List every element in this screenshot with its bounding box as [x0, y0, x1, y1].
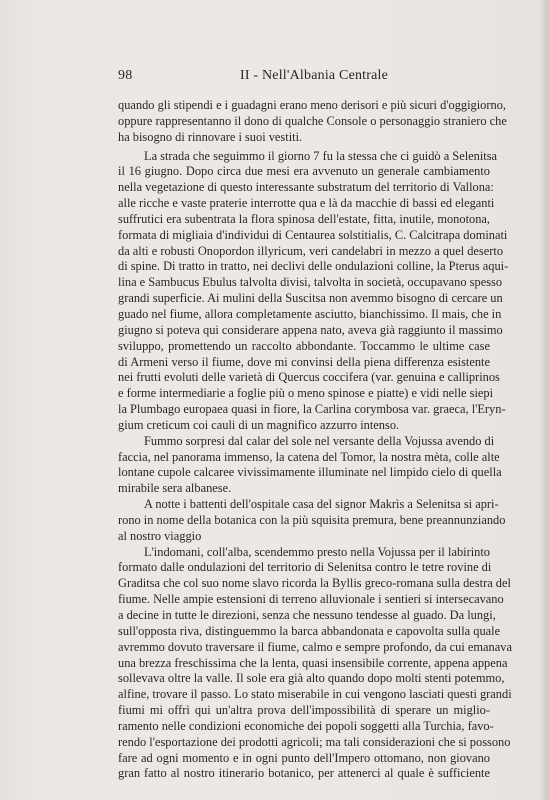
text-line: lontane cupole calcaree vivissimamente illuminate nel limpido cielo di quella [118, 465, 502, 480]
text-line: faccia, nel panorama immenso, la catena del Tomor, la nostra mèta, colle alte [118, 449, 500, 464]
text-line: rendo l'esportazione dei prodotti agricoli; ma tali considerazioni che si possono [118, 734, 511, 749]
text-line: alfine, trovare il passo. Lo stato miserabile in cui vengono lasciati questi grandi [118, 687, 512, 702]
text-line: fiumi mi offrì qui un'altra prova dell'impossibilità di sperare un miglio- [118, 703, 490, 718]
text-line: al nostro viaggio [118, 528, 202, 543]
text-line: sull'opposta riva, distinguemmo la barca abbandonata e capovolta sulla quale [118, 623, 501, 638]
text-line: Graditsa che col suo nome slavo ricorda la Byllis greco-romana sulla destra del [118, 576, 511, 591]
text-line: gran fatto al nostro itinerario botanico, per attenerci al quale è sufficiente [118, 766, 490, 781]
text-line: grandi superficie. Ai mulini della Suscitsa non avemmo bisogno di cercare un [118, 291, 503, 306]
text-line: di spine. Di tratto in tratto, nei declivi delle ondulazioni colline, la Pterus aqui- [118, 259, 509, 274]
page-header [118, 68, 490, 86]
text-line: e forme intermediarie a foglie più o meno spinose e piatte) e vidi nelle siepi [118, 386, 494, 401]
text-line: fare ad ogni momento e in ogni punto dell'Impero ottomano, non giovano [118, 750, 490, 765]
text-line: il 16 giugno. Dopo circa due mesi era avvenuto un generale cambiamento [118, 164, 490, 179]
text-line: mirabile sera albanese. [118, 481, 232, 496]
text-line: alle ricche e vaste praterie interrotte qua e là da macchie di bassi ed eleganti [118, 196, 495, 211]
running-head: II - Nell'Albania Centrale [240, 68, 389, 83]
text-line: formato dalle ondulazioni del territorio di Selenitsa contro le tetre rovine di [118, 560, 492, 575]
text-line: La strada che seguimmo il giorno 7 fu la stessa che ci guidò a Selenitsa [144, 148, 498, 163]
text-line: ramento nelle condizioni economiche dei popoli soggetti alla Turchia, favo- [118, 718, 494, 733]
text-line: di Armeni verso il fiume, dove mi convinsi della piena differenza esistente [118, 354, 490, 369]
text-line: la Plumbago europaea quasi in fiore, la Carlina corymbosa var. graeca, l'Eryn- [118, 402, 506, 417]
text-line: A notte i battenti dell'ospitale casa del signor Makrìs a Selenitsa si apri- [144, 497, 499, 512]
text-line: formata di migliaia d'individui di Centaurea solstitialis, C. Calcitrapa dominati [118, 227, 508, 242]
text-line: a decine in tutte le direzioni, senza che nessuno tendesse al guado. Da lungi, [118, 608, 496, 622]
text-line: gium creticum coi cauli di un magnifico azzurro intenso. [118, 417, 400, 432]
text-line: avremmo dovuto traversare il fiume, calmo e sempre profondo, da cui emanava [118, 639, 512, 654]
text-line: L'indomani, coll'alba, scendemmo presto nella Vojussa per il labirinto [144, 544, 490, 559]
text-line: suffrutici era subentrata la flora spinosa dell'estate, fitta, inutile, monotona, [118, 211, 490, 226]
page-number: 98 [118, 68, 133, 83]
text-line: rono in nome della botanica con la più squisita premura, bene preannunziando [118, 512, 506, 527]
text-line: sviluppo, promettendo un raccolto abbondante. Toccammo le ultime case [118, 338, 490, 353]
text-line: da alti e robusti Onopordon illyricum, veri candelabri in mezzo a quel deserto [118, 243, 504, 258]
text-line: quando gli stipendi e i guadagni erano meno derisori e più sicuri d'oggigiorno, [118, 98, 506, 112]
text-line: fiume. Nelle ampie estensioni di terreno alluvionale i sentieri si intersecavano [118, 592, 504, 607]
text-line: guado nel fiume, allora completamente asciutto, bianchissimo. Il mais, che in [118, 306, 502, 321]
text-line: ha bisogno di rinnovare i suoi vestiti. [118, 129, 303, 144]
text-line: lina e Sambucus Ebulus talvolta divisi, talvolta in società, occupavano spesso [118, 275, 503, 290]
page-edge-shadow [539, 0, 549, 800]
text-line: sollevava oltre la valle. Il sole era già alto quando dopo molti stenti potemmo, [118, 671, 505, 686]
text-line: Fummo sorpresi dal calar del sole nel versante della Vojussa avendo di [144, 433, 495, 448]
text-line: giugno si poteva qui considerare appena nato, aveva già raggiunto il massimo [118, 322, 503, 337]
text-line: nei frutti evoluti delle varietà di Quercus coccifera (var. genuina e calliprinos [118, 370, 500, 385]
body-text [118, 98, 512, 782]
text-line: una brezza freschissima che la lenta, quasi insensibile corrente, appena appena [118, 655, 508, 670]
text-line: oppure rappresentanno il dono di qualche Console o personaggio straniero che [118, 113, 507, 128]
text-line: nella vegetazione di questo interessante substratum del territorio di Vallona: [118, 180, 494, 195]
